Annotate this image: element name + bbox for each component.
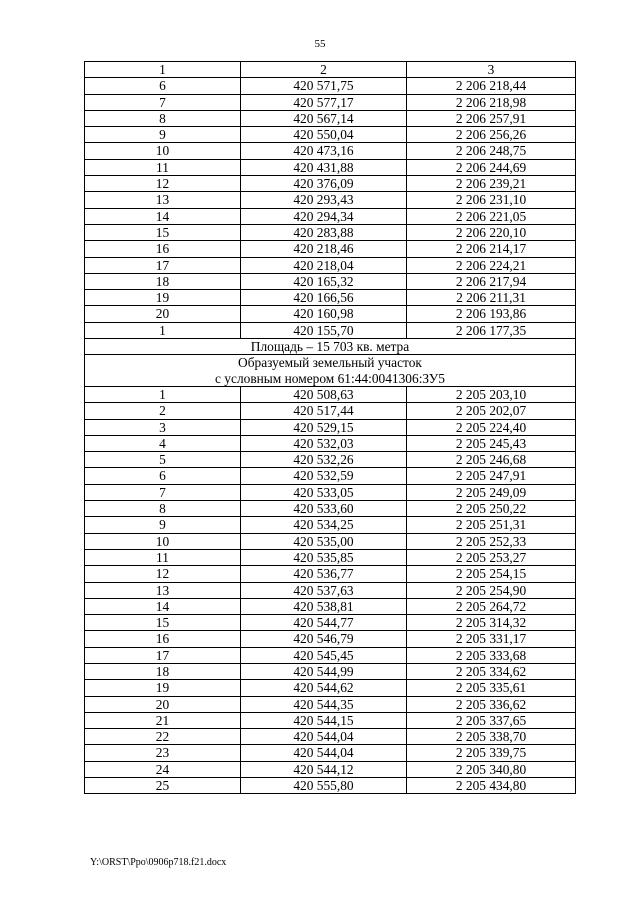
y-coordinate-cell: 2 205 254,90: [407, 582, 576, 598]
point-number-cell: 12: [85, 566, 241, 582]
table-row: [85, 452, 576, 468]
y-coordinate-cell: 2 205 339,75: [407, 745, 576, 761]
table-row: [85, 712, 576, 728]
x-coordinate-cell: 420 544,62: [241, 680, 407, 696]
table-row: [85, 94, 576, 110]
table-row: [85, 110, 576, 126]
table-row: [85, 386, 576, 402]
point-number-cell: 16: [85, 631, 241, 647]
table-row: [85, 468, 576, 484]
x-coordinate-cell: 420 532,26: [241, 452, 407, 468]
area-text-row: [85, 339, 576, 355]
table-row: [85, 517, 576, 533]
area-text: [85, 339, 576, 355]
table-row: [85, 631, 576, 647]
y-coordinate-cell: 2 205 336,62: [407, 696, 576, 712]
x-coordinate-cell: 420 166,56: [241, 290, 407, 306]
point-number-cell: 18: [85, 663, 241, 679]
y-coordinate-cell: 2 206 248,75: [407, 143, 576, 159]
table-row: [85, 143, 576, 159]
x-coordinate-cell: 420 571,75: [241, 78, 407, 94]
y-coordinate-cell: 2 205 253,27: [407, 549, 576, 565]
x-coordinate-cell: 420 532,03: [241, 435, 407, 451]
y-coordinate-cell: 2 205 314,32: [407, 615, 576, 631]
x-coordinate-cell: 420 550,04: [241, 127, 407, 143]
y-coordinate-cell: 2 205 249,09: [407, 484, 576, 500]
x-coordinate-cell: 420 529,15: [241, 419, 407, 435]
table-row: [85, 208, 576, 224]
parcel-title-line: с условным номером 61:44:0041306:ЗУ5: [215, 370, 445, 386]
point-number-cell: 9: [85, 127, 241, 143]
header-point-number: 1: [85, 62, 241, 78]
y-coordinate-cell: 2 205 333,68: [407, 647, 576, 663]
table-row: [85, 680, 576, 696]
point-number-cell: 22: [85, 729, 241, 745]
y-coordinate-cell: 2 205 335,61: [407, 680, 576, 696]
table-row: [85, 257, 576, 273]
y-coordinate-cell: 2 205 203,10: [407, 386, 576, 402]
point-number-cell: 23: [85, 745, 241, 761]
point-number-cell: 6: [85, 78, 241, 94]
x-coordinate-cell: 420 544,15: [241, 712, 407, 728]
x-coordinate-cell: 420 544,35: [241, 696, 407, 712]
point-number-cell: 14: [85, 598, 241, 614]
point-number-cell: 9: [85, 517, 241, 533]
x-coordinate-cell: 420 555,80: [241, 778, 407, 794]
y-coordinate-cell: 2 206 221,05: [407, 208, 576, 224]
x-coordinate-cell: 420 218,04: [241, 257, 407, 273]
x-coordinate-cell: 420 538,81: [241, 598, 407, 614]
y-coordinate-cell: 2 205 250,22: [407, 501, 576, 517]
table-row: [85, 501, 576, 517]
y-coordinate-cell: 2 206 256,26: [407, 127, 576, 143]
parcel-title-row: [85, 355, 576, 387]
point-number-cell: 3: [85, 419, 241, 435]
point-number-cell: 17: [85, 647, 241, 663]
y-coordinate-cell: 2 206 224,21: [407, 257, 576, 273]
file-path-footer: Y:\ORST\Ppo\0906p718.f21.docx: [90, 857, 227, 868]
point-number-cell: 4: [85, 435, 241, 451]
y-coordinate-cell: 2 206 218,44: [407, 78, 576, 94]
x-coordinate-cell: 420 533,05: [241, 484, 407, 500]
y-coordinate-cell: 2 205 337,65: [407, 712, 576, 728]
y-coordinate-cell: 2 205 251,31: [407, 517, 576, 533]
table-header-row: [85, 62, 576, 78]
y-coordinate-cell: 2 206 217,94: [407, 273, 576, 289]
table-row: [85, 696, 576, 712]
x-coordinate-cell: 420 533,60: [241, 501, 407, 517]
parcel-title: [85, 355, 576, 387]
point-number-cell: 10: [85, 533, 241, 549]
point-number-cell: 8: [85, 501, 241, 517]
y-coordinate-cell: 2 205 245,43: [407, 435, 576, 451]
point-number-cell: 15: [85, 224, 241, 240]
point-number-cell: 25: [85, 778, 241, 794]
point-number-cell: 24: [85, 761, 241, 777]
parcel-title-line: Образуемый земельный участок: [238, 355, 422, 371]
point-number-cell: 1: [85, 322, 241, 338]
y-coordinate-cell: 2 206 239,21: [407, 176, 576, 192]
table-row: [85, 484, 576, 500]
header-x-coordinate: 2: [241, 62, 407, 78]
x-coordinate-cell: 420 544,12: [241, 761, 407, 777]
x-coordinate-cell: 420 536,77: [241, 566, 407, 582]
y-coordinate-cell: 2 205 264,72: [407, 598, 576, 614]
table-row: [85, 176, 576, 192]
table-row: [85, 322, 576, 338]
table-row: [85, 127, 576, 143]
point-number-cell: 14: [85, 208, 241, 224]
x-coordinate-cell: 420 532,59: [241, 468, 407, 484]
y-coordinate-cell: 2 205 434,80: [407, 778, 576, 794]
coordinates-table: [84, 61, 576, 794]
x-coordinate-cell: 420 544,99: [241, 663, 407, 679]
point-number-cell: 7: [85, 484, 241, 500]
table-row: [85, 435, 576, 451]
table-row: [85, 192, 576, 208]
y-coordinate-cell: 2 205 252,33: [407, 533, 576, 549]
y-coordinate-cell: 2 206 177,35: [407, 322, 576, 338]
point-number-cell: 13: [85, 192, 241, 208]
x-coordinate-cell: 420 218,46: [241, 241, 407, 257]
table-row: [85, 778, 576, 794]
y-coordinate-cell: 2 206 220,10: [407, 224, 576, 240]
x-coordinate-cell: 420 431,88: [241, 159, 407, 175]
y-coordinate-cell: 2 205 202,07: [407, 403, 576, 419]
x-coordinate-cell: 420 544,04: [241, 729, 407, 745]
point-number-cell: 20: [85, 696, 241, 712]
point-number-cell: 19: [85, 290, 241, 306]
x-coordinate-cell: 420 473,16: [241, 143, 407, 159]
table-row: [85, 729, 576, 745]
point-number-cell: 10: [85, 143, 241, 159]
point-number-cell: 16: [85, 241, 241, 257]
x-coordinate-cell: 420 546,79: [241, 631, 407, 647]
x-coordinate-cell: 420 294,34: [241, 208, 407, 224]
x-coordinate-cell: 420 535,00: [241, 533, 407, 549]
x-coordinate-cell: 420 544,04: [241, 745, 407, 761]
point-number-cell: 19: [85, 680, 241, 696]
table-row: [85, 566, 576, 582]
table-row: [85, 582, 576, 598]
x-coordinate-cell: 420 545,45: [241, 647, 407, 663]
point-number-cell: 5: [85, 452, 241, 468]
y-coordinate-cell: 2 205 254,15: [407, 566, 576, 582]
x-coordinate-cell: 420 537,63: [241, 582, 407, 598]
point-number-cell: 20: [85, 306, 241, 322]
coordinates-table-body: [85, 62, 576, 794]
table-row: [85, 615, 576, 631]
y-coordinate-cell: 2 206 214,17: [407, 241, 576, 257]
y-coordinate-cell: 2 205 247,91: [407, 468, 576, 484]
table-row: [85, 647, 576, 663]
page-number: 55: [314, 38, 326, 50]
x-coordinate-cell: 420 508,63: [241, 386, 407, 402]
y-coordinate-cell: 2 206 211,31: [407, 290, 576, 306]
table-row: [85, 533, 576, 549]
x-coordinate-cell: 420 283,88: [241, 224, 407, 240]
table-row: [85, 419, 576, 435]
point-number-cell: 6: [85, 468, 241, 484]
y-coordinate-cell: 2 206 244,69: [407, 159, 576, 175]
header-y-coordinate: 3: [407, 62, 576, 78]
x-coordinate-cell: 420 165,32: [241, 273, 407, 289]
table-row: [85, 241, 576, 257]
y-coordinate-cell: 2 206 231,10: [407, 192, 576, 208]
y-coordinate-cell: 2 206 193,86: [407, 306, 576, 322]
x-coordinate-cell: 420 577,17: [241, 94, 407, 110]
table-row: [85, 290, 576, 306]
x-coordinate-cell: 420 160,98: [241, 306, 407, 322]
table-row: [85, 273, 576, 289]
y-coordinate-cell: 2 205 224,40: [407, 419, 576, 435]
point-number-cell: 7: [85, 94, 241, 110]
point-number-cell: 15: [85, 615, 241, 631]
x-coordinate-cell: 420 535,85: [241, 549, 407, 565]
point-number-cell: 1: [85, 386, 241, 402]
x-coordinate-cell: 420 567,14: [241, 110, 407, 126]
x-coordinate-cell: 420 376,09: [241, 176, 407, 192]
point-number-cell: 11: [85, 159, 241, 175]
x-coordinate-cell: 420 544,77: [241, 615, 407, 631]
table-row: [85, 78, 576, 94]
table-row: [85, 549, 576, 565]
point-number-cell: 21: [85, 712, 241, 728]
area-text-line: Площадь – 15 703 кв. метра: [250, 339, 410, 355]
point-number-cell: 11: [85, 549, 241, 565]
point-number-cell: 13: [85, 582, 241, 598]
x-coordinate-cell: 420 534,25: [241, 517, 407, 533]
y-coordinate-cell: 2 205 338,70: [407, 729, 576, 745]
x-coordinate-cell: 420 155,70: [241, 322, 407, 338]
point-number-cell: 12: [85, 176, 241, 192]
y-coordinate-cell: 2 205 331,17: [407, 631, 576, 647]
table-row: [85, 159, 576, 175]
point-number-cell: 17: [85, 257, 241, 273]
table-row: [85, 663, 576, 679]
table-row: [85, 598, 576, 614]
table-row: [85, 761, 576, 777]
y-coordinate-cell: 2 205 334,62: [407, 663, 576, 679]
x-coordinate-cell: 420 293,43: [241, 192, 407, 208]
y-coordinate-cell: 2 205 246,68: [407, 452, 576, 468]
y-coordinate-cell: 2 205 340,80: [407, 761, 576, 777]
table-row: [85, 224, 576, 240]
y-coordinate-cell: 2 206 257,91: [407, 110, 576, 126]
point-number-cell: 8: [85, 110, 241, 126]
table-row: [85, 306, 576, 322]
point-number-cell: 18: [85, 273, 241, 289]
y-coordinate-cell: 2 206 218,98: [407, 94, 576, 110]
point-number-cell: 2: [85, 403, 241, 419]
x-coordinate-cell: 420 517,44: [241, 403, 407, 419]
table-row: [85, 403, 576, 419]
table-row: [85, 745, 576, 761]
